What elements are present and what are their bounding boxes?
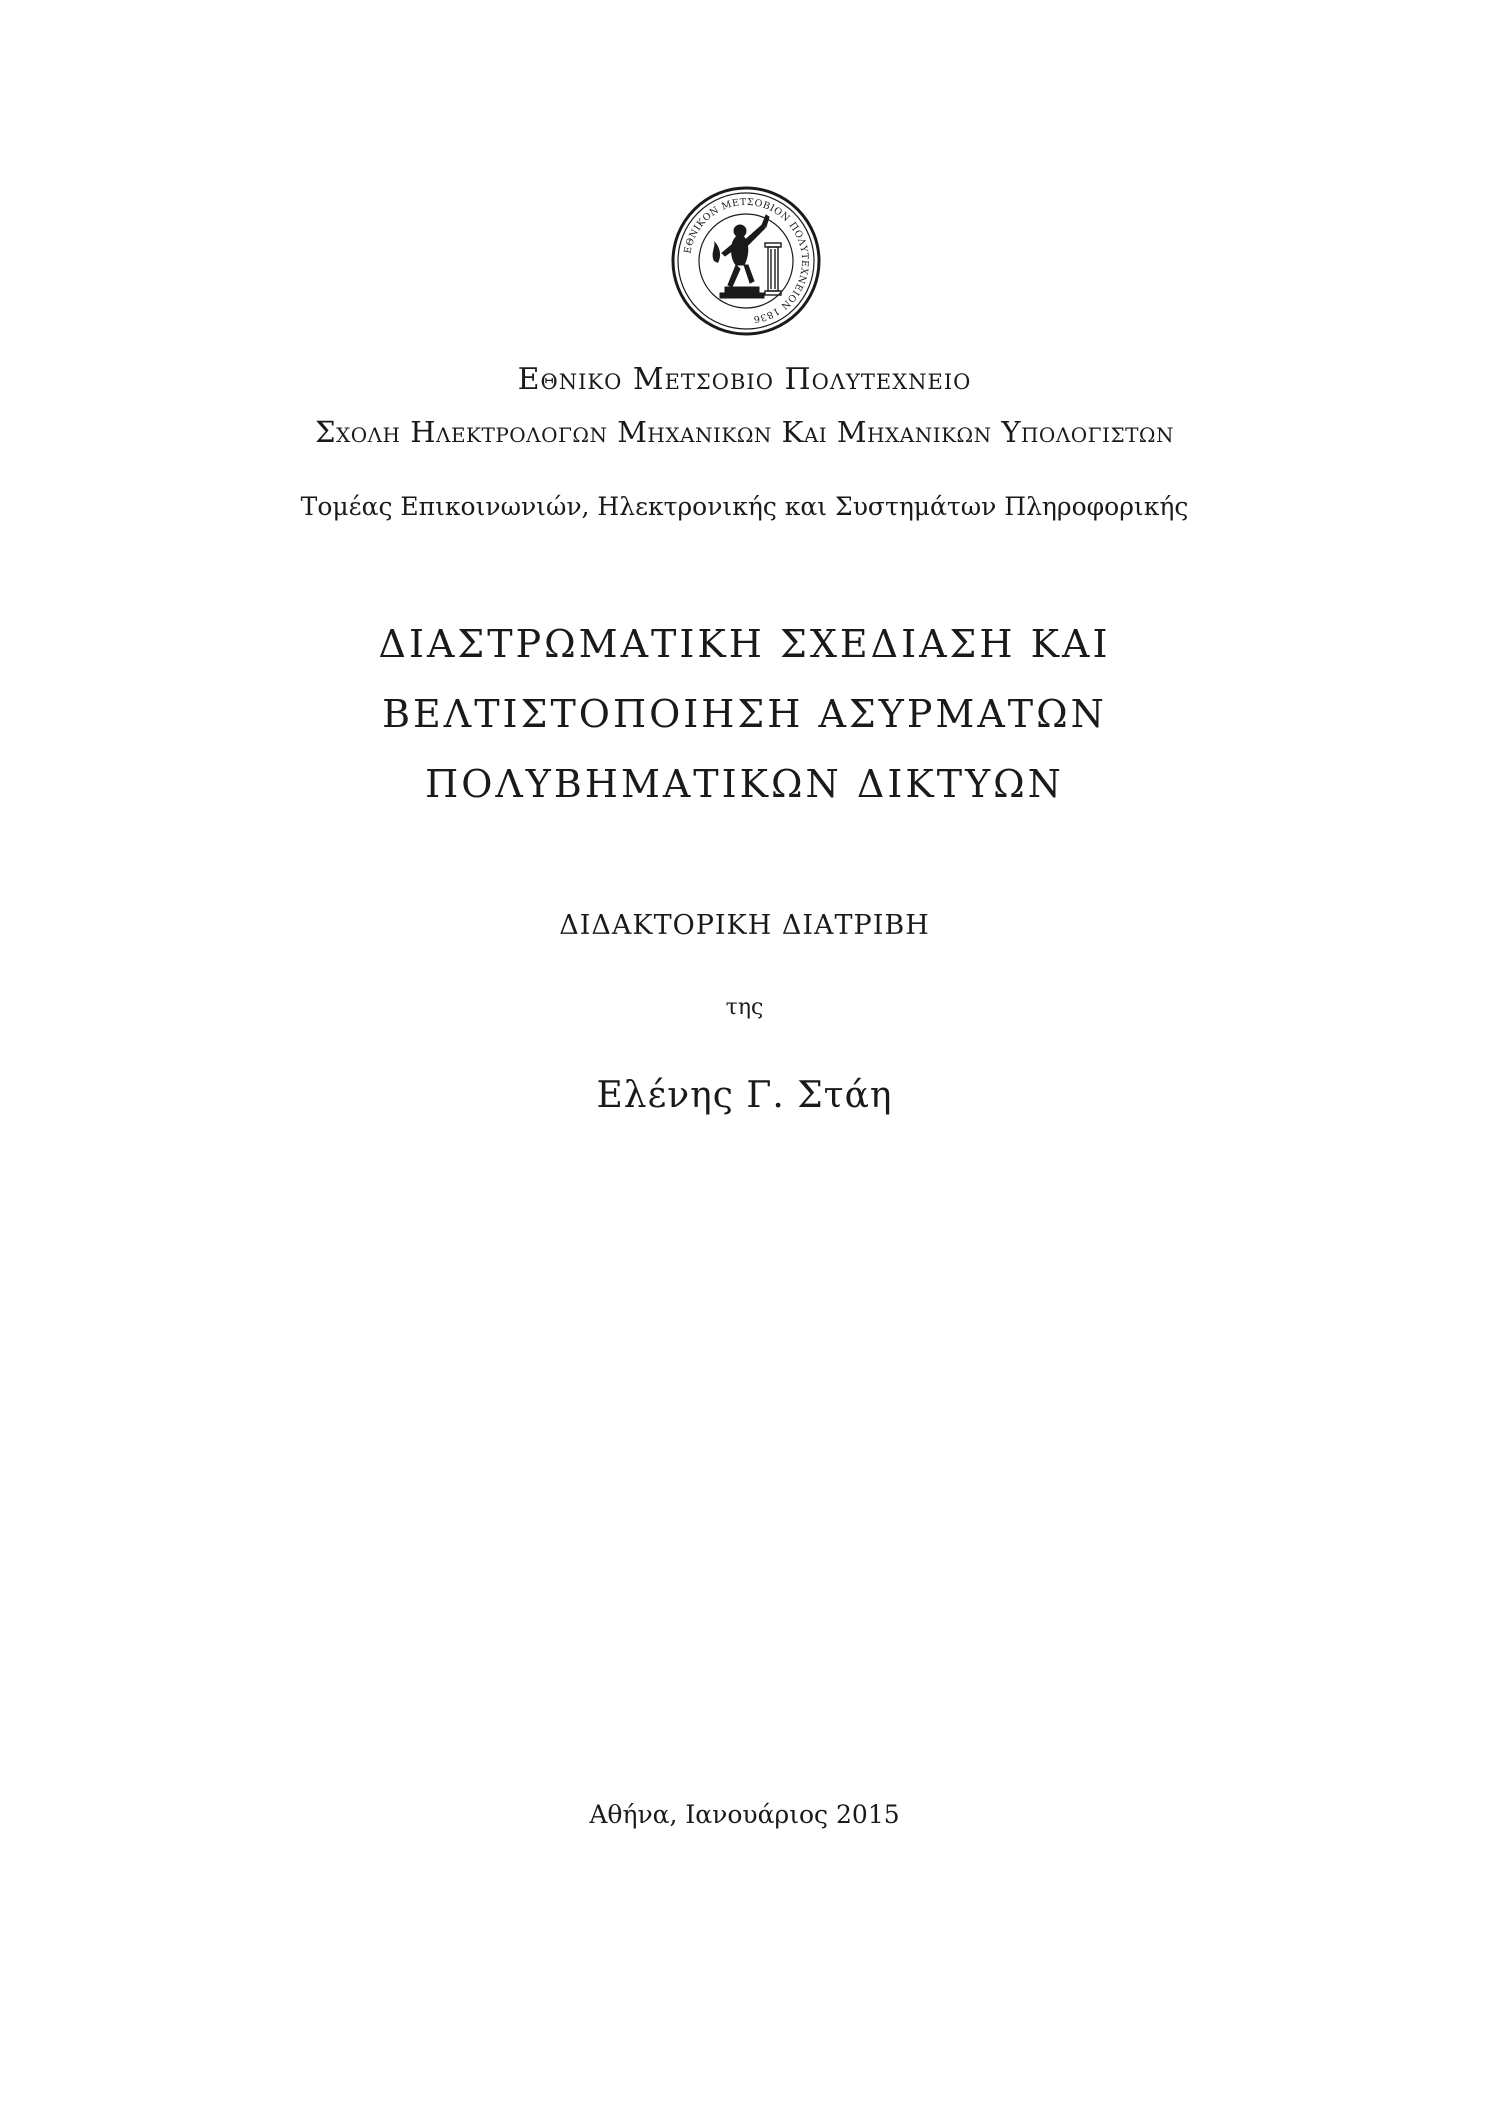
thesis-title-line-1: ΔΙΑΣΤΡΩΜΑΤΙΚΗ ΣΧΕΔΙΑΣΗ ΚΑΙ — [378, 622, 1111, 666]
place-and-date: Αθήνα, Ιανουάριος 2015 — [589, 1800, 900, 1829]
author-preposition: της — [725, 995, 764, 1020]
school-name: Σχολη Ηλεκτρολογων Μηχανικων Και Μηχανικων Υπολογιστων — [314, 415, 1175, 449]
division-name: Τομέας Επικοινωνιών, Ηλεκτρονικής και Συστημάτων Πληροφορικής — [300, 492, 1189, 521]
thesis-title-line-3: ΠΟΛΥΒΗΜΑΤΙΚΩΝ ΔΙΚΤΥΩΝ — [425, 762, 1064, 806]
svg-text:ΕΘΝΙΚΟΝ ΜΕΤΣΟΒΙΟΝ ΠΟΛΥΤΕΧΝΕΙΟΝ: ΕΘΝΙΚΟΝ ΜΕΤΣΟΒΙΟΝ ΠΟΛΥΤΕΧΝΕΙΟΝ 1836 — [682, 196, 811, 325]
thesis-title-line-2: ΒΕΛΤΙΣΤΟΠΟΙΗΣΗ ΑΣΥΡΜΑΤΩΝ — [382, 692, 1107, 736]
ntua-prometheus-seal-icon — [670, 185, 822, 337]
document-type: ΔΙΔΑΚΤΟΡΙΚΗ ΔΙΑΤΡΙΒΗ — [559, 910, 930, 941]
author-name: Ελένης Γ. Στάη — [596, 1075, 893, 1116]
university-name: Εθνικο Μετσοβιο Πολυτεχνειο — [517, 362, 972, 397]
